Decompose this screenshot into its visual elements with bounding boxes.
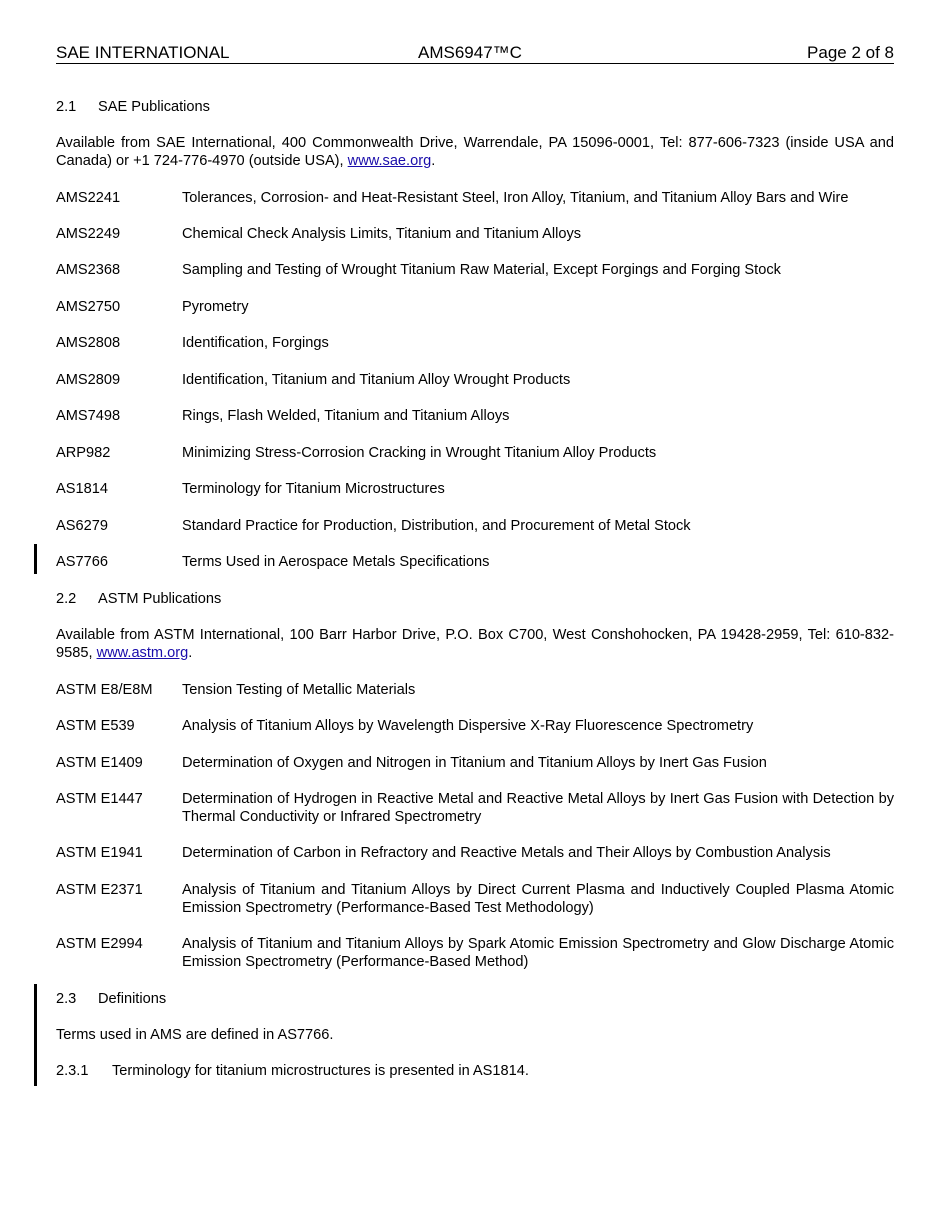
reference-id: ASTM E1409	[56, 755, 143, 771]
reference-title: Rings, Flash Welded, Titanium and Titanium Alloys	[182, 408, 510, 424]
reference-title: Identification, Titanium and Titanium Alloy Wrought Products	[182, 372, 571, 388]
reference-id: ARP982	[56, 445, 111, 461]
reference-id: AMS2750	[56, 299, 121, 315]
reference-id: AS1814	[56, 481, 108, 497]
reference-title: Chemical Check Analysis Limits, Titanium and Titanium Alloys	[182, 226, 582, 242]
definition-subsection	[0, 1062, 950, 1080]
header-page-number: Page 2 of 8	[807, 43, 894, 62]
reference-id: AS6279	[56, 518, 108, 534]
revision-change-bar	[34, 544, 37, 574]
reference-title: Standard Practice for Production, Distribution, and Procurement of Metal Stock	[182, 518, 691, 534]
sae-availability-paragraph: Available from SAE International, 400 Commonwealth Drive, Warrendale, PA 15096-0001, Tel: 877-606-7323 (inside USA and Canada) or +1 724-776-4970 (outside USA), www.sae.org.	[56, 135, 894, 169]
reference-title: Tension Testing of Metallic Materials	[182, 682, 416, 698]
reference-title: Determination of Hydrogen in Reactive Metal and Reactive Metal Alloys by Inert Gas Fusion with Detection by Thermal Conductivity or Infrared Spectrometry	[182, 791, 894, 825]
astm-website-link[interactable]: www.astm.org	[96, 645, 189, 661]
reference-id: AS7766	[56, 554, 108, 570]
reference-title: Analysis of Titanium and Titanium Alloys by Direct Current Plasma and Inductively Coupled Plasma Atomic Emission Spectrometry (Performance-Based Test Methodology)	[182, 882, 894, 916]
availability-text: Available from ASTM International, 100 Barr Harbor Drive, P.O. Box C700, West Conshohocken, PA 19428-2959, Tel: 610-832-9585,	[56, 627, 894, 661]
header-doc-id: AMS6947™C	[418, 43, 522, 62]
reference-title: Identification, Forgings	[182, 335, 329, 351]
header-org: SAE INTERNATIONAL	[56, 43, 230, 62]
sae-website-link[interactable]: www.sae.org	[347, 153, 432, 169]
reference-id: ASTM E2371	[56, 882, 143, 898]
reference-title: Analysis of Titanium Alloys by Wavelength Dispersive X-Ray Fluorescence Spectrometry	[182, 718, 754, 734]
reference-title: Pyrometry	[182, 299, 249, 315]
reference-title: Sampling and Testing of Wrought Titanium Raw Material, Except Forgings and Forging Stock	[182, 262, 781, 278]
reference-title: Analysis of Titanium and Titanium Alloys by Spark Atomic Emission Spectrometry and Glow Discharge Atomic Emission Spectrometry (Performance-Based Method)	[182, 936, 894, 970]
reference-title: Determination of Carbon in Refractory and Reactive Metals and Their Alloys by Combustion Analysis	[182, 845, 831, 861]
reference-title: Determination of Oxygen and Nitrogen in Titanium and Titanium Alloys by Inert Gas Fusion	[182, 755, 767, 771]
reference-id: ASTM E2994	[56, 936, 143, 952]
section-heading-definitions	[0, 990, 950, 1008]
section-heading-astm	[0, 590, 950, 608]
reference-id: ASTM E8/E8M	[56, 682, 153, 698]
reference-id: ASTM E1941	[56, 845, 143, 861]
reference-id: AMS2249	[56, 226, 121, 242]
astm-availability-paragraph: Available from ASTM International, 100 Barr Harbor Drive, P.O. Box C700, West Conshohocken, PA 19428-2959, Tel: 610-832-9585, www.astm.org.	[56, 627, 894, 661]
definitions-paragraph: Terms used in AMS are defined in AS7766.	[56, 1027, 334, 1043]
section-number: 2.2	[56, 591, 77, 607]
reference-id: AMS2368	[56, 262, 121, 278]
reference-title: Tolerances, Corrosion- and Heat-Resistant Steel, Iron Alloy, Titanium, and Titanium Alloy Bars and Wire	[182, 190, 849, 206]
reference-id: AMS2808	[56, 335, 121, 351]
reference-title: Minimizing Stress-Corrosion Cracking in Wrought Titanium Alloy Products	[182, 445, 657, 461]
section-title: ASTM Publications	[98, 591, 222, 607]
reference-id: AMS2241	[56, 190, 121, 206]
reference-id: ASTM E1447	[56, 791, 143, 807]
availability-text: Available from SAE International, 400 Commonwealth Drive, Warrendale, PA 15096-0001, Tel: 877-606-7323 (inside USA and Canada) or +1 724-776-4970 (outside USA),	[56, 135, 894, 169]
section-title: Definitions	[98, 991, 167, 1007]
section-number: 2.1	[56, 99, 77, 115]
reference-id: AMS7498	[56, 408, 121, 424]
subsection-number: 2.3.1	[56, 1063, 89, 1079]
reference-title: Terms Used in Aerospace Metals Specifications	[182, 554, 490, 570]
subsection-text: Terminology for titanium microstructures is presented in AS1814.	[112, 1063, 529, 1079]
section-title: SAE Publications	[98, 99, 210, 115]
page-header	[56, 43, 894, 64]
section-number: 2.3	[56, 991, 77, 1007]
reference-id: ASTM E539	[56, 718, 135, 734]
reference-title: Terminology for Titanium Microstructures	[182, 481, 445, 497]
reference-id: AMS2809	[56, 372, 121, 388]
section-heading-sae	[0, 98, 950, 116]
